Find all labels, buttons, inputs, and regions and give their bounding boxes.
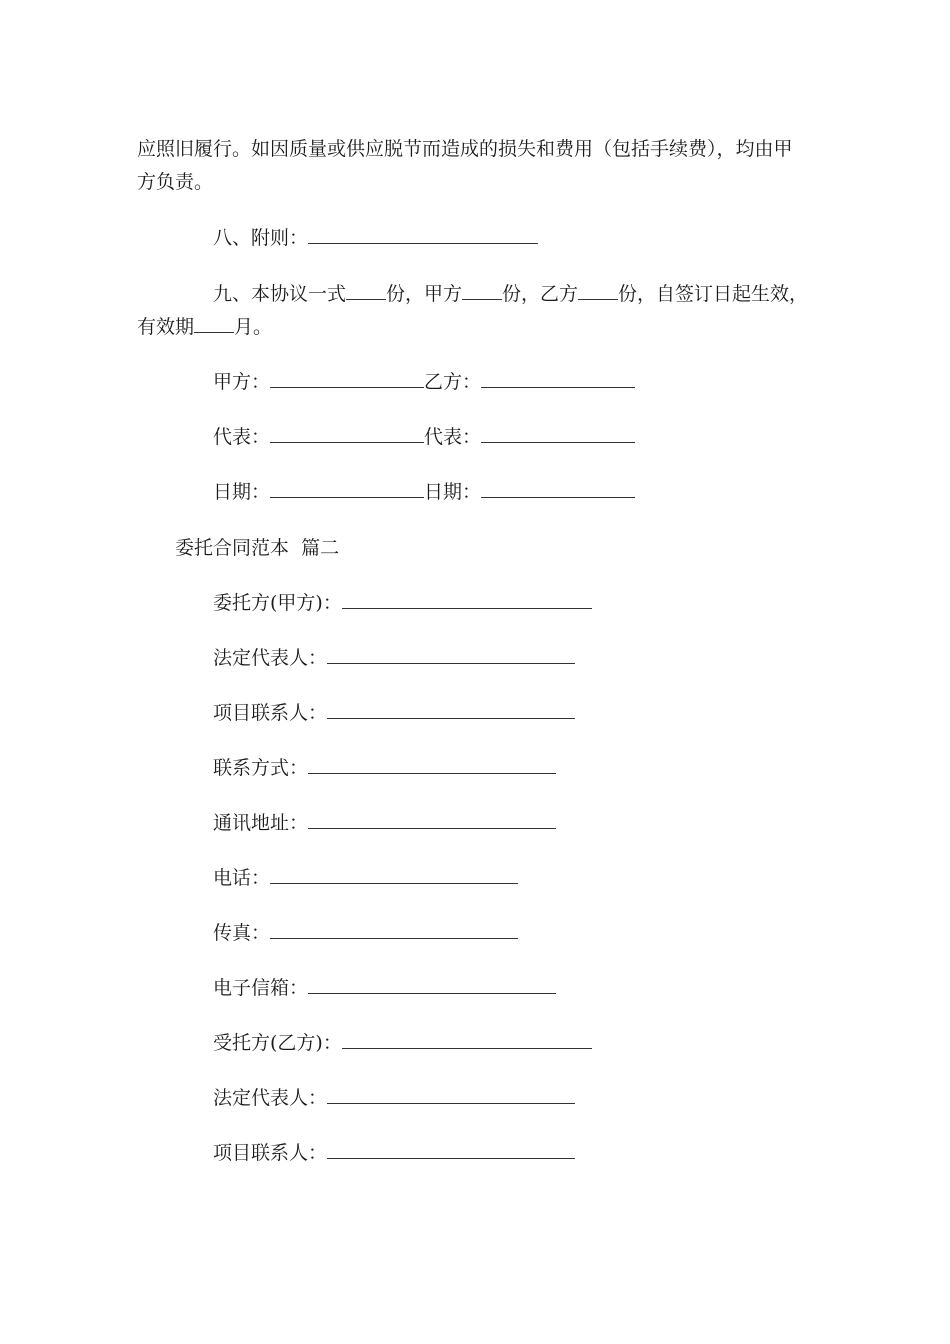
field-label: 项目联系人：	[213, 702, 328, 724]
field-blank[interactable]	[308, 810, 556, 829]
field-label: 传真：	[213, 922, 271, 944]
rep-a-blank[interactable]	[270, 424, 424, 443]
field-row	[213, 590, 592, 616]
clause-9-text-4: 份，自签订日起生效，	[618, 283, 809, 305]
field-blank[interactable]	[270, 920, 518, 939]
field-blank[interactable]	[327, 1140, 575, 1159]
rep-b-label: 代表：	[424, 426, 482, 448]
signature-row-party	[213, 369, 635, 395]
field-label: 法定代表人：	[213, 1087, 328, 1109]
clause-9-line1	[213, 281, 808, 307]
party-b-label: 乙方：	[424, 371, 482, 393]
signature-row-representative	[213, 424, 635, 450]
field-row	[213, 1030, 592, 1056]
field-blank[interactable]	[327, 645, 575, 664]
field-row	[213, 865, 518, 891]
field-row	[213, 920, 518, 946]
copies-party-a-blank[interactable]	[462, 281, 502, 300]
field-blank[interactable]	[270, 865, 518, 884]
field-blank[interactable]	[308, 755, 556, 774]
date-a-blank[interactable]	[270, 479, 424, 498]
date-b-blank[interactable]	[481, 479, 635, 498]
date-a-label: 日期：	[213, 481, 271, 503]
field-label: 电话：	[213, 867, 271, 889]
rep-a-label: 代表：	[213, 426, 271, 448]
validity-months-blank[interactable]	[194, 314, 234, 333]
date-b-label: 日期：	[424, 481, 482, 503]
field-row	[213, 700, 575, 726]
field-label: 受托方(乙方)：	[213, 1032, 342, 1054]
section-title: 委托合同范本 篇二	[175, 537, 340, 559]
field-row	[213, 1085, 575, 1111]
liability-paragraph-line1: 应照旧履行。如因质量或供应脱节而造成的损失和费用（包括手续费），均由甲	[137, 138, 793, 160]
field-row	[213, 755, 556, 781]
party-a-label: 甲方：	[213, 371, 271, 393]
clause-8	[213, 225, 538, 251]
clause-8-blank[interactable]	[308, 225, 538, 244]
party-b-blank[interactable]	[481, 369, 635, 388]
field-label: 委托方(甲方)：	[213, 592, 342, 614]
clause-9-line2	[137, 314, 272, 340]
field-label: 联系方式：	[213, 757, 309, 779]
field-blank[interactable]	[342, 1030, 592, 1049]
field-blank[interactable]	[308, 975, 556, 994]
clause-9-text-1: 九、本协议一式	[213, 283, 347, 305]
signature-row-date	[213, 479, 635, 505]
field-label: 电子信箱：	[213, 977, 309, 999]
party-a-blank[interactable]	[270, 369, 424, 388]
clause-8-label: 八、附则：	[213, 227, 309, 249]
clause-9-text-5: 有效期	[137, 316, 195, 338]
clause-9-text-2: 份，甲方	[386, 283, 463, 305]
field-blank[interactable]	[327, 1085, 575, 1104]
field-label: 法定代表人：	[213, 647, 328, 669]
field-label: 项目联系人：	[213, 1142, 328, 1164]
clause-9-text-6: 月。	[234, 316, 273, 338]
field-label: 通讯地址：	[213, 812, 309, 834]
copies-total-blank[interactable]	[346, 281, 386, 300]
copies-party-b-blank[interactable]	[578, 281, 618, 300]
rep-b-blank[interactable]	[481, 424, 635, 443]
field-row	[213, 810, 556, 836]
clause-9-text-3: 份，乙方	[502, 283, 579, 305]
field-row	[213, 645, 575, 671]
field-row	[213, 975, 556, 1001]
field-blank[interactable]	[342, 590, 592, 609]
field-row	[213, 1140, 575, 1166]
field-blank[interactable]	[327, 700, 575, 719]
liability-paragraph-line2: 方负责。	[137, 171, 214, 193]
